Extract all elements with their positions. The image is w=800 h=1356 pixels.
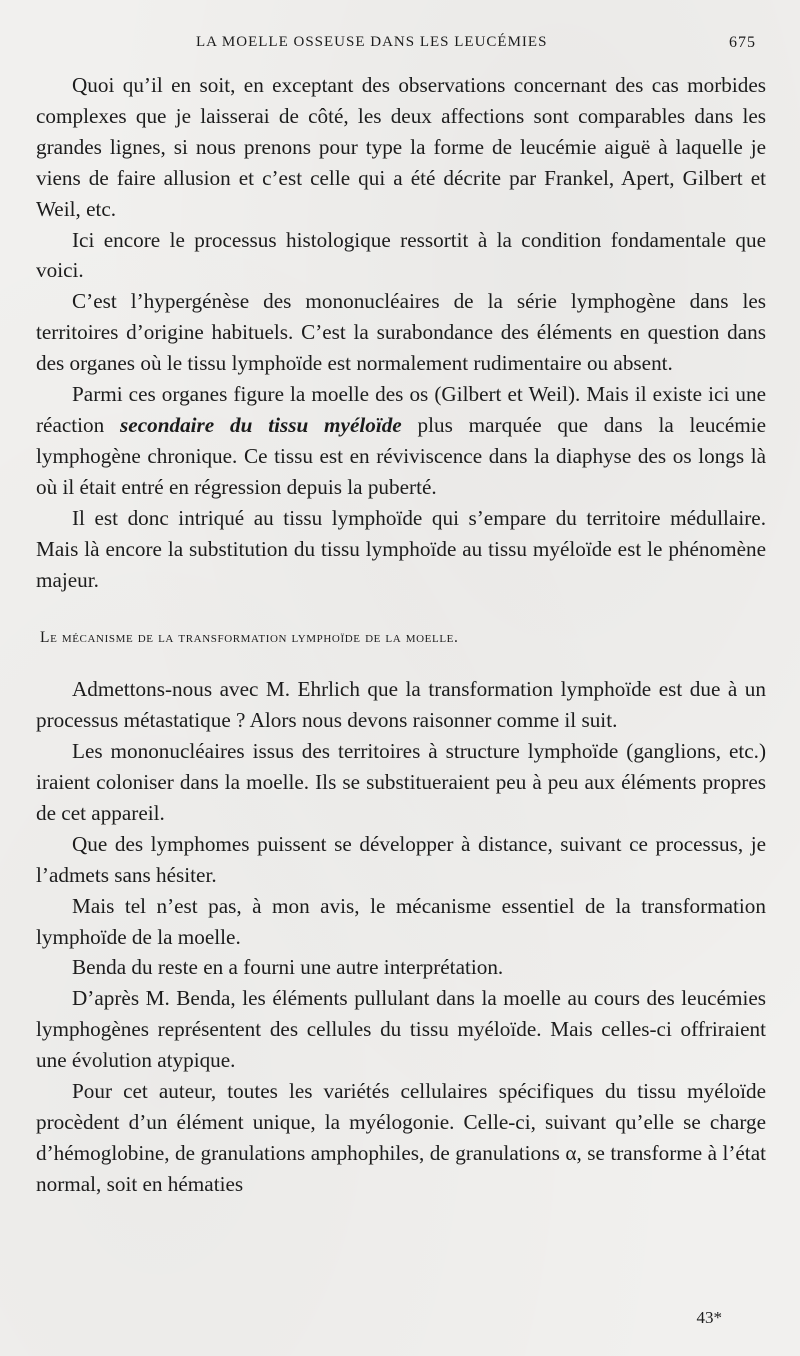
paragraph: Admettons-nous avec M. Ehrlich que la transformation lymphoïde est due à un processus métastatique ? Alors nous devons raisonner comme il suit. (36, 677, 766, 733)
paragraph: Mais tel n’est pas, à mon avis, le mécanisme essentiel de la transformation lymphoïde de la moelle. (36, 893, 766, 949)
paragraph: Pour cet auteur, toutes les variétés cellulaires spécifiques du tissu myéloïde procèdent d’un élément unique, la myélogonie. Celle-ci, suivant qu’elle se charge d’hémoglobine, de granulations amphophiles, de granulations α, se transforme à l’état normal, soit en hématies (36, 1079, 766, 1196)
paragraph: Quoi qu’il en soit, en exceptant des observations concernant des cas morbides complexes que je laisserai de côté, les deux affections sont comparables dans les grandes lignes, si nous prenons pour type la forme de leucémie aiguë à laquelle je viens de faire allusion et c’est celle qui a été décrite par Frankel, Apert, Gilbert et Weil, etc. (36, 73, 766, 221)
page-number: 675 (729, 34, 756, 51)
running-title: LA MOELLE OSSEUSE DANS LES LEUCÉMIES (196, 34, 548, 50)
paragraph (36, 379, 766, 503)
paragraph: D’après M. Benda, les éléments pullulant dans la moelle au cours des leucémies lymphogènes représentent des cellules du tissu myéloïde. Mais celles-ci offriraient une évolution atypique. (36, 986, 766, 1073)
italic-phrase: secondaire du tissu myéloïde (120, 412, 402, 437)
paragraph: Les mononucléaires issus des territoires à structure lymphoïde (ganglions, etc.) iraient coloniser dans la moelle. Ils se substitueraient peu à peu aux éléments propres de cet appareil. (36, 739, 766, 825)
paragraph-text: plus marquée que dans la leucémie lymphogène chronique. Ce tissu est en réviviscence dans la diaphyse des os longs là où il était entré en régression depuis la puberté. (36, 412, 767, 499)
signature-mark: 43* (696, 1308, 722, 1327)
paragraph: Il est donc intriqué au tissu lymphoïde qui s’empare du territoire médullaire. Mais là encore la substitution du tissu lymphoïde au tissu myéloïde est le phénomène majeur. (36, 505, 766, 592)
paragraph: Que des lymphomes puissent se développer à distance, suivant ce processus, je l’admets sans hésiter. (36, 831, 766, 887)
paragraph: Ici encore le processus histologique ressortit à la condition fondamentale que voici. (36, 227, 766, 283)
paragraph-text: Parmi ces organes figure la moelle des os (Gilbert et Weil). Mais il existe ici une réaction (36, 382, 766, 437)
paragraph: Benda du reste en a fourni une autre interprétation. (72, 955, 504, 980)
running-head (36, 30, 766, 58)
section-heading: Le mécanisme de la transformation lymphoïde de la moelle. (40, 629, 459, 647)
paragraph: C’est l’hypergénèse des mononucléaires de la série lymphogène dans les territoires d’origine habituels. C’est la surabondance des éléments en question dans des organes où le tissu lymphoïde est normalement rudimentaire ou absent. (36, 289, 766, 376)
body-text (36, 70, 766, 1200)
